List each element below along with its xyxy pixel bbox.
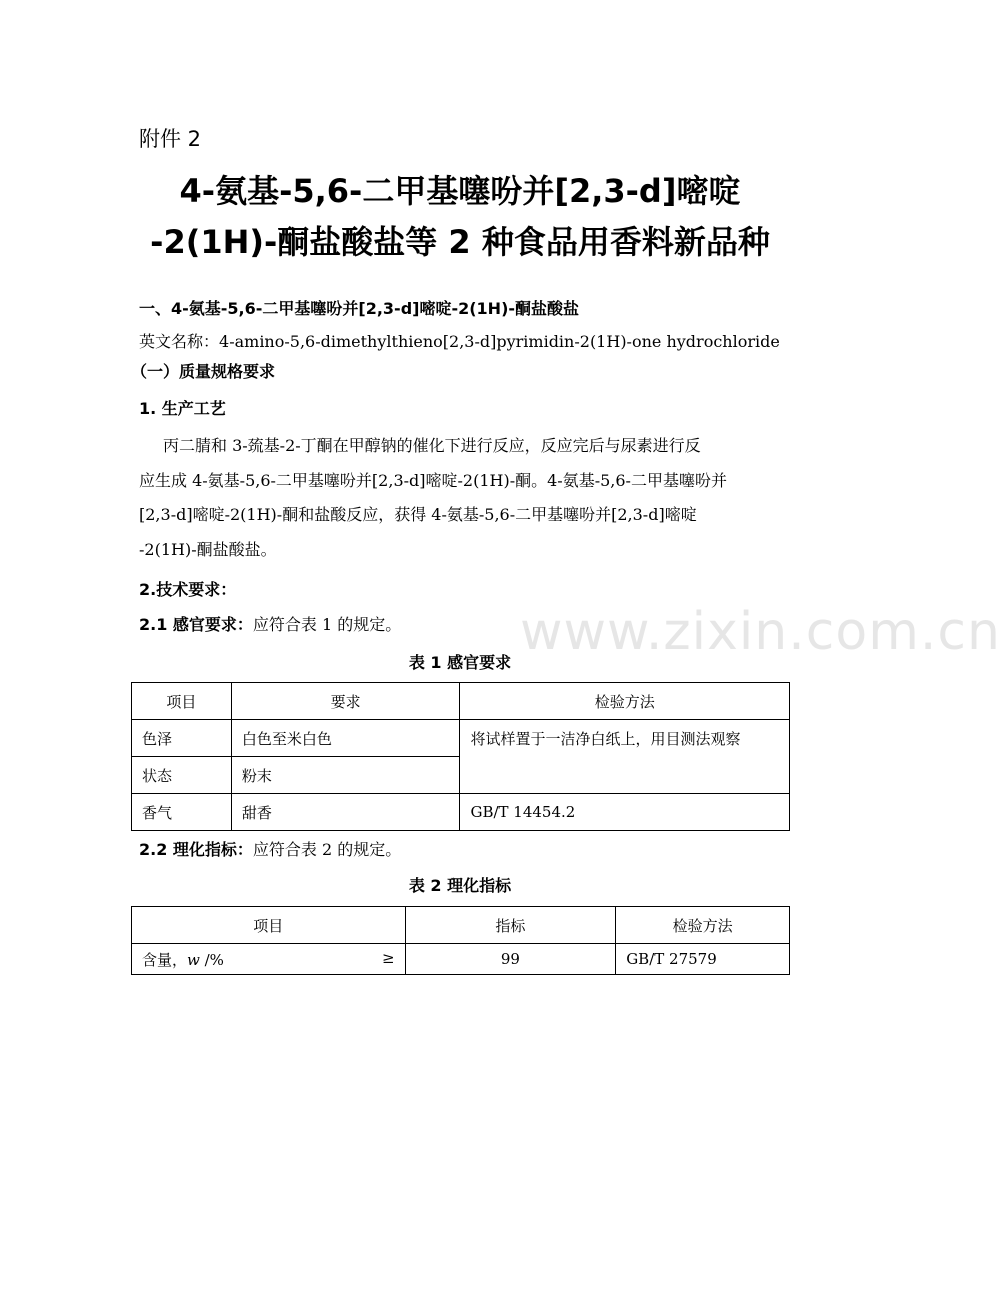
header-requirement: 要求 <box>231 683 460 720</box>
table-header-row <box>132 907 790 944</box>
cell-method-merged: 将试样置于一洁净白纸上，用目测法观察 <box>460 720 790 794</box>
cell-item: 香气 <box>132 794 232 831</box>
item-2-1-line <box>139 612 401 635</box>
process-line-1: 丙二腈和 3-巯基-2-丁酮在甲醇钠的催化下进行反应，反应完后与尿素进行反 <box>163 436 701 455</box>
header-method: 检验方法 <box>460 683 790 720</box>
table-row <box>132 794 790 831</box>
cell-requirement: 粉末 <box>231 757 460 794</box>
item-2-2-text: 应符合表 2 的规定。 <box>252 840 402 859</box>
watermark: www.zixin.com.cn <box>520 602 1001 662</box>
subsection-quality-spec: （一）质量规格要求 <box>131 362 276 381</box>
document-title-line-1: 4-氨基-5,6-二甲基噻吩并[2,3-d]嘧啶 <box>179 172 741 210</box>
item-2-2-label: 2.2 理化指标： <box>139 840 253 859</box>
process-paragraph <box>139 429 784 567</box>
process-line-3: [2,3-d]嘧啶-2(1H)-酮和盐酸反应，获得 4-氨基-5,6-二甲基噻吩并[2,3-d]嘧啶 <box>139 505 697 524</box>
item-2-1-label: 2.1 感官要求： <box>139 615 253 634</box>
process-line-2: 应生成 4-氨基-5,6-二甲基噻吩并[2,3-d]嘧啶-2(1H)-酮。4-氨基-5,6-二甲基噻吩并 <box>139 470 727 490</box>
annex-label: 附件 2 <box>139 127 202 151</box>
english-name-label: 英文名称： <box>139 332 220 351</box>
sensory-requirements-table <box>131 682 790 831</box>
header-index: 指标 <box>405 907 616 944</box>
document-title-line-2: -2(1H)-酮盐酸盐等 2 种食品用香料新品种 <box>150 223 770 261</box>
item-technical-requirements: 2.技术要求： <box>139 580 237 599</box>
cell-method: GB/T 27579 <box>616 944 790 975</box>
english-name-value: 4-amino-5,6-dimethylthieno[2,3-d]pyrimidin-2(1H)-one hydrochloride <box>219 332 780 351</box>
cell-requirement: 甜香 <box>231 794 460 831</box>
cell-method: GB/T 14454.2 <box>460 794 790 831</box>
header-item: 项目 <box>132 683 232 720</box>
header-item: 项目 <box>132 907 406 944</box>
greater-equal-symbol: ≥ <box>381 948 395 967</box>
cell-requirement: 白色至米白色 <box>231 720 460 757</box>
header-method: 检验方法 <box>616 907 790 944</box>
cell-content-item: 含量，w /% ≥ <box>132 944 406 975</box>
english-name-line <box>139 329 780 352</box>
table-1-caption: 表 1 感官要求 <box>408 653 512 672</box>
cell-item: 状态 <box>132 757 232 794</box>
section-1-heading: 一、4-氨基-5,6-二甲基噻吩并[2,3-d]嘧啶-2(1H)-酮盐酸盐 <box>139 299 580 318</box>
table-2-caption: 表 2 理化指标 <box>408 876 512 895</box>
process-line-4: -2(1H)-酮盐酸盐。 <box>139 539 277 559</box>
table-row <box>132 944 790 975</box>
cell-index-value: 99 <box>405 944 616 975</box>
item-2-2-line <box>139 837 401 860</box>
item-production-process: 1. 生产工艺 <box>139 399 226 418</box>
table-row <box>132 720 790 757</box>
item-2-1-text: 应符合表 1 的规定。 <box>252 615 402 634</box>
physicochemical-index-table <box>131 906 790 975</box>
cell-item: 色泽 <box>132 720 232 757</box>
table-header-row <box>132 683 790 720</box>
